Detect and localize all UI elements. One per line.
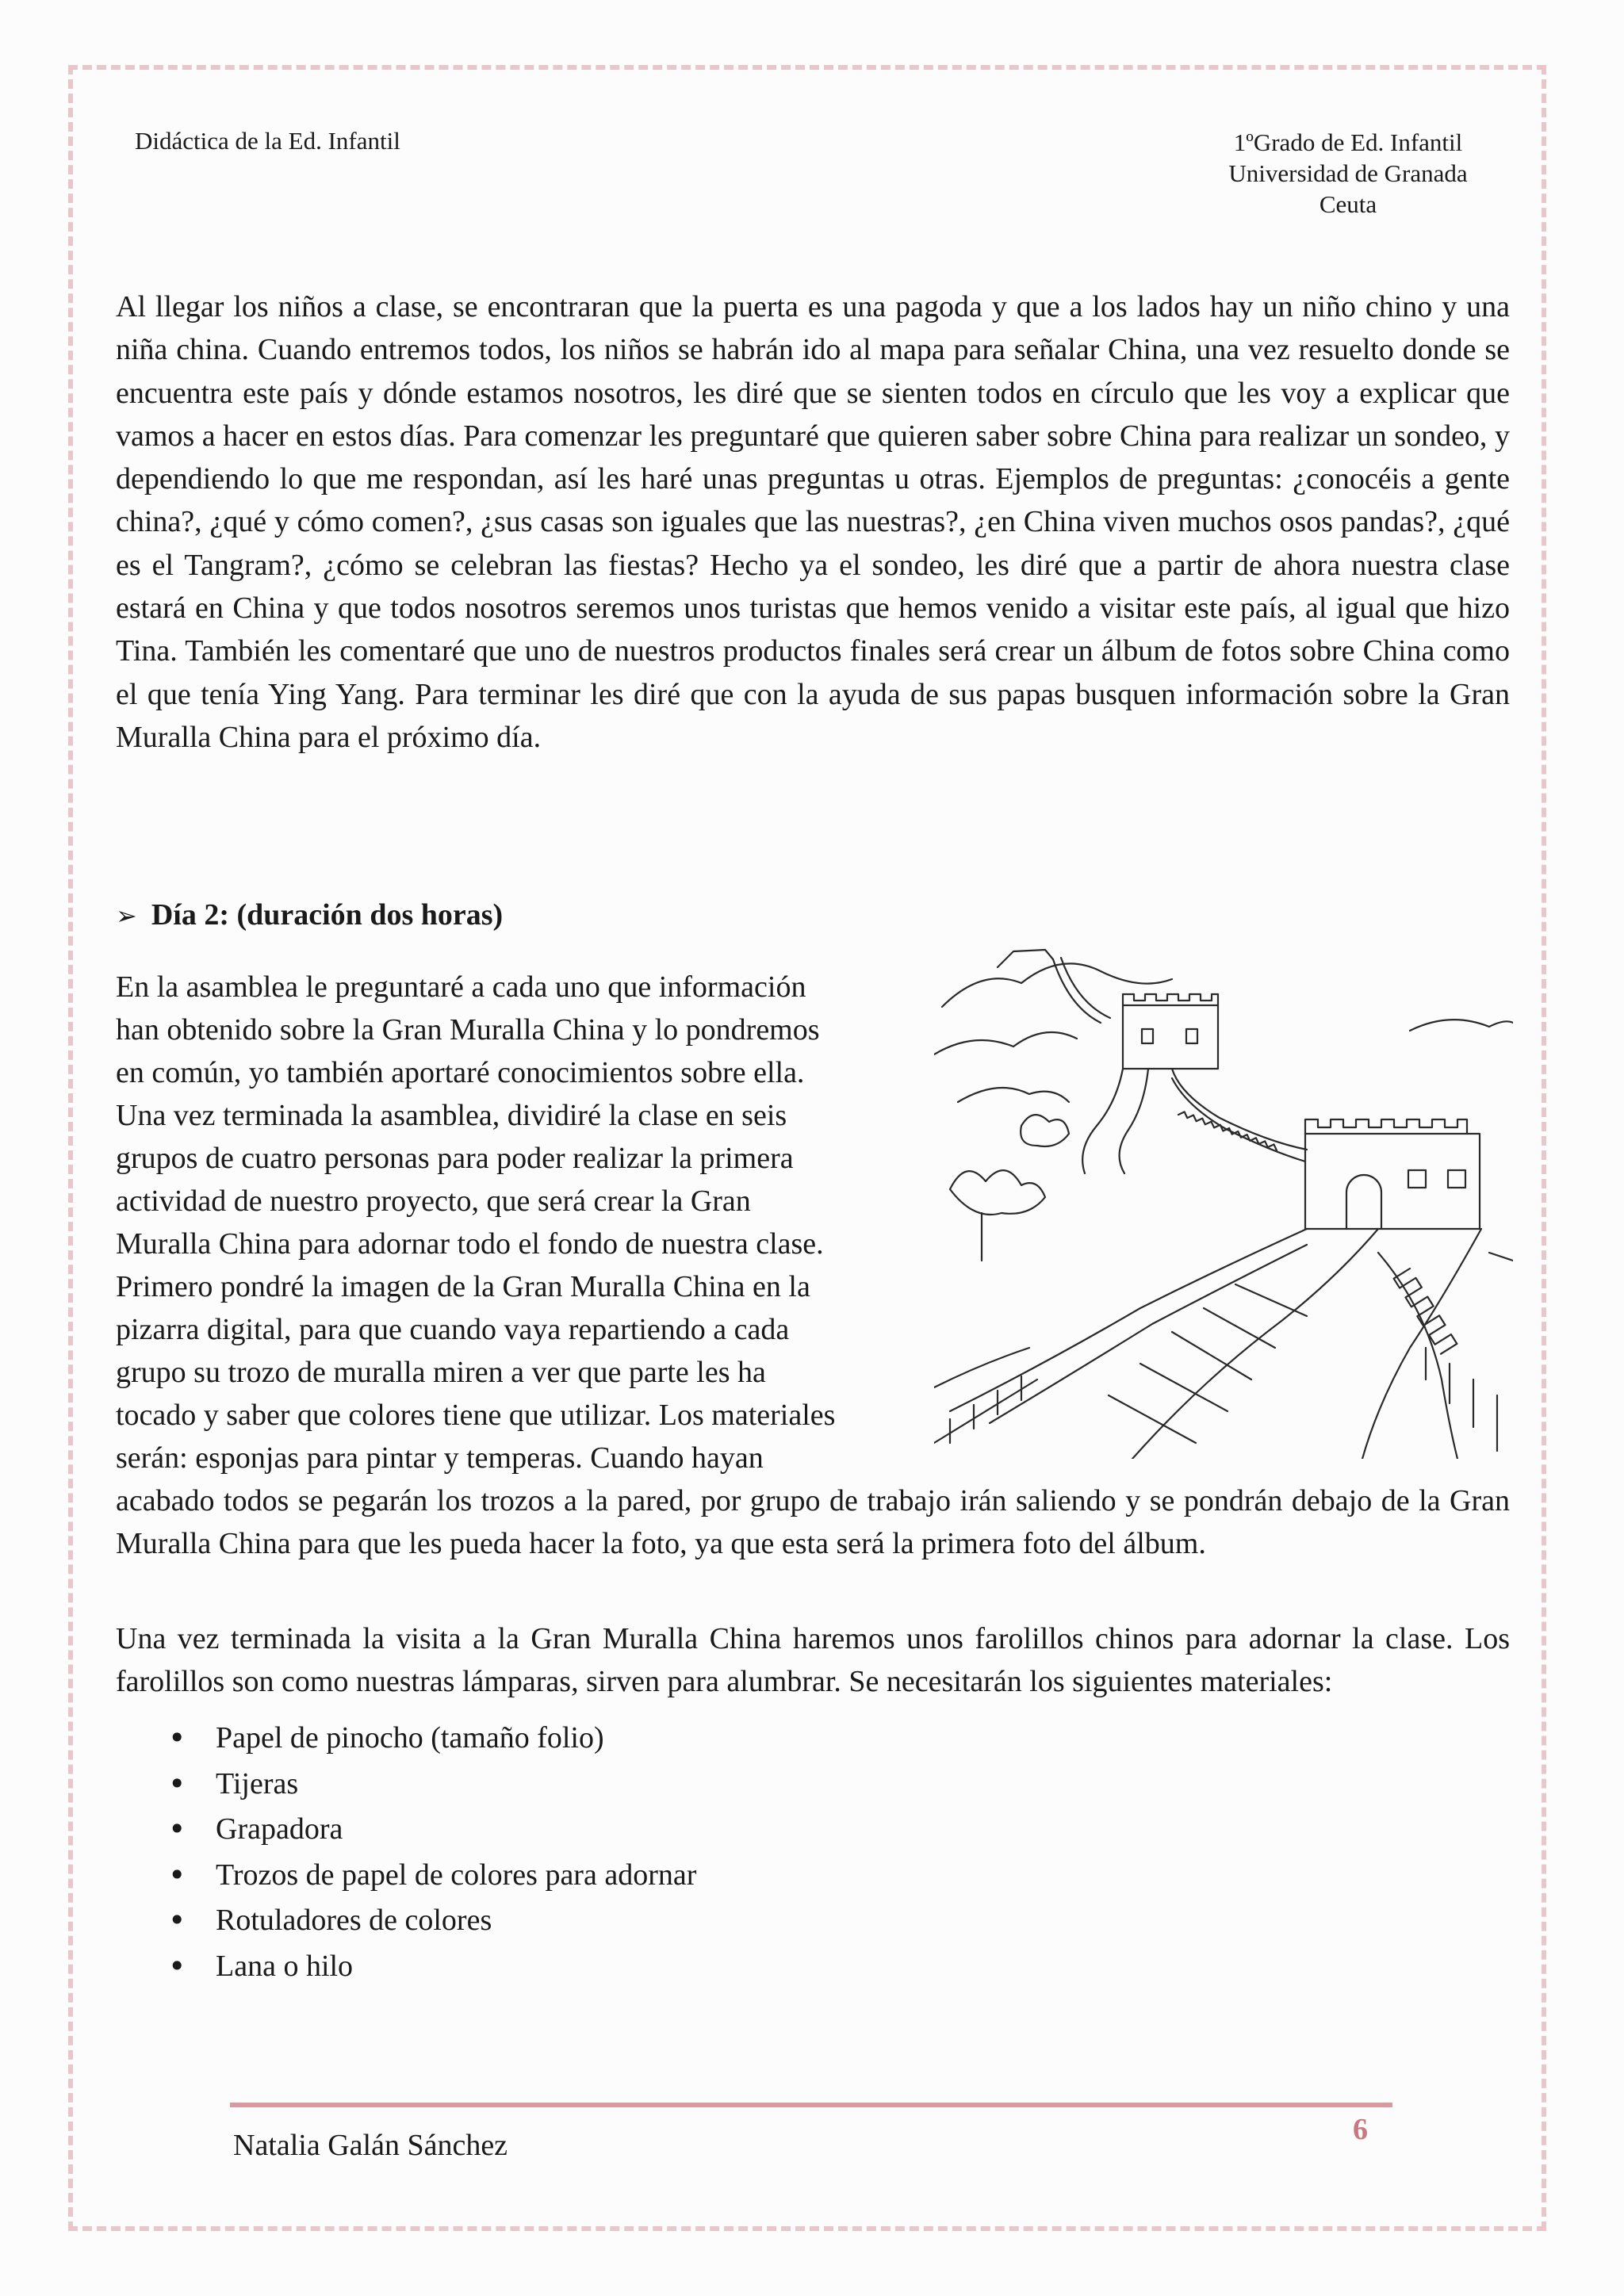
list-item: • Tijeras bbox=[116, 1762, 696, 1808]
header-course: Didáctica de la Ed. Infantil bbox=[135, 127, 400, 155]
day2-line: han obtenido sobre la Gran Muralla China y lo pondremos bbox=[116, 1013, 820, 1047]
day2-line: actividad de nuestro proyecto, que será crear la Gran bbox=[116, 1184, 751, 1218]
intro-paragraph: Al llegar los niños a clase, se encontraran que la puerta es una pagoda y que a los lados hay un niño chino y una niña china. Cuando entremos todos, los niños se habrán ido al mapa para señalar China, una vez resuelto donde se encuentra este país y dónde estamos nosotros, les diré que se sienten todos en círculo que les voy a explicar que vamos a hacer en estos días. Para comenzar les preguntaré que quieren saber sobre China para realizar un sondeo, y dependiendo lo que me respondan, así les haré unas preguntas u otras. Ejemplos de preguntas: ¿conocéis a gente china?, ¿qué y cómo comen?, ¿sus casas son iguales que las nuestras?, ¿en China viven muchos osos pandas?, ¿qué es el Tangram?, ¿cómo se celebran las fiestas? Hecho ya el sondeo, les diré que a partir de ahora nuestra clase estará en China y que todos nosotros seremos unos turistas que hemos venido a visitar este país, al igual que hizo Tina. También les comentaré que uno de nuestros productos finales será crear un álbum de fotos sobre China como el que tenía Ying Yang. Para terminar les diré que con la ayuda de sus papas busquen información sobre la Gran Muralla China para el próximo día. bbox=[116, 290, 1510, 754]
header-university: Universidad de Granada bbox=[1228, 159, 1468, 187]
section-heading-day2 bbox=[116, 897, 503, 932]
arrowhead-bullet-icon: ➢ bbox=[116, 901, 137, 931]
footer-author: Natalia Galán Sánchez bbox=[233, 2129, 508, 2162]
page-number: 6 bbox=[1353, 2113, 1368, 2146]
lanterns-paragraph: Una vez terminada la visita a la Gran Muralla China haremos unos farolillos chinos para adornar la clase. Los farolillos son como nuestras lámparas, sirven para alumbrar. Se necesitarán los siguientes materiales: bbox=[116, 1622, 1510, 1699]
header-degree: 1ºGrado de Ed. Infantil bbox=[1233, 128, 1463, 156]
list-item: • Trozos de papel de colores para adornar bbox=[116, 1853, 696, 1899]
great-wall-illustration bbox=[934, 936, 1513, 1459]
header-city: Ceuta bbox=[1319, 190, 1377, 218]
day2-line: Muralla China para adornar todo el fondo de nuestra clase. bbox=[116, 1227, 824, 1261]
list-item: • Papel de pinocho (tamaño folio) bbox=[116, 1716, 696, 1762]
day2-line: En la asamblea le preguntaré a cada uno que información bbox=[116, 970, 806, 1004]
header-institution bbox=[1189, 127, 1507, 220]
day2-paragraph-tail: acabado todos se pegarán los trozos a la pared, por grupo de trabajo irán saliendo y se pondrán debajo de la Gran Muralla China para que les pueda hacer la foto, ya que esta será la primera foto del álbum. bbox=[116, 1484, 1510, 1561]
list-item: • Grapadora bbox=[116, 1807, 696, 1853]
list-item: • Lana o hilo bbox=[116, 1944, 696, 1990]
footer-divider bbox=[230, 2103, 1392, 2107]
day2-line: Primero pondré la imagen de la Gran Muralla China en la bbox=[116, 1270, 810, 1303]
day2-line: grupos de cuatro personas para poder realizar la primera bbox=[116, 1142, 794, 1175]
day2-line: en común, yo también aportaré conocimientos sobre ella. bbox=[116, 1056, 805, 1089]
list-item: • Rotuladores de colores bbox=[116, 1898, 696, 1944]
section-heading-text: Día 2: (duración dos horas) bbox=[151, 898, 504, 932]
day2-line: Una vez terminada la asamblea, dividiré la clase en seis bbox=[116, 1099, 787, 1132]
day2-line: tocado y saber que colores tiene que utilizar. Los materiales bbox=[116, 1399, 836, 1432]
day2-line: pizarra digital, para que cuando vaya repartiendo a cada bbox=[116, 1313, 790, 1346]
day2-line: grupo su trozo de muralla miren a ver que parte les ha bbox=[116, 1356, 766, 1389]
materials-list bbox=[116, 1716, 696, 1989]
day2-line: serán: esponjas para pintar y temperas. Cuando hayan bbox=[116, 1441, 764, 1475]
